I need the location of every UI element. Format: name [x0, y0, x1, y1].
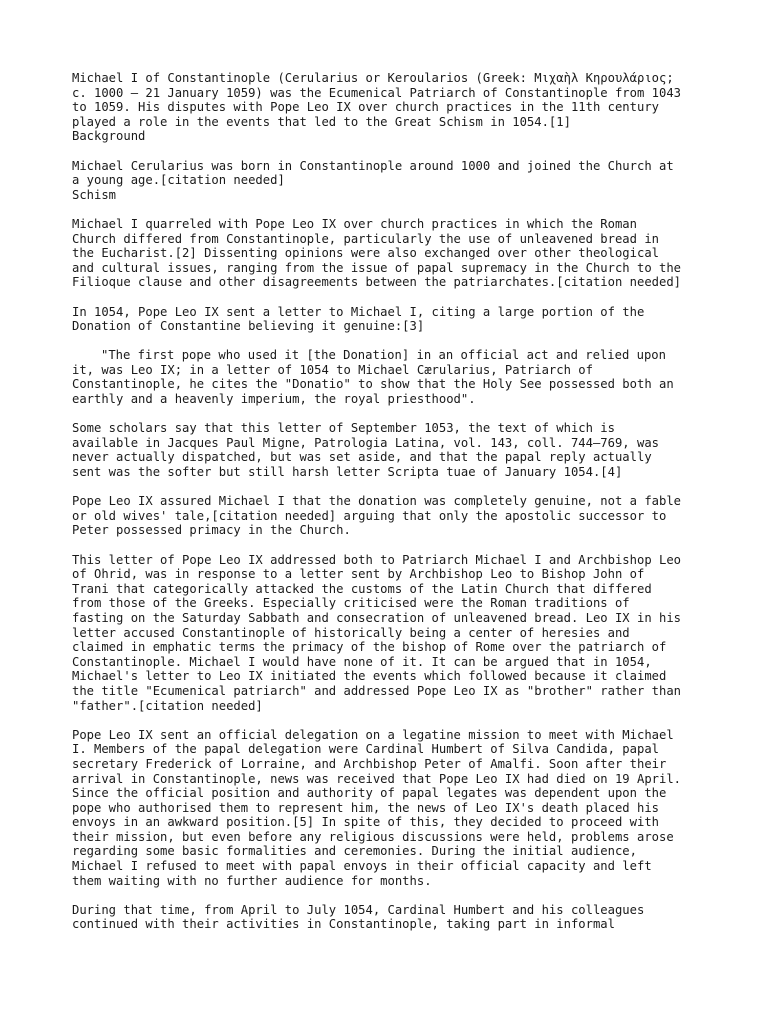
text-line: I. Members of the papal delegation were Cardinal Humbert of Silva Candida, papal	[72, 742, 659, 757]
text-line: a young age.[citation needed]	[72, 173, 285, 188]
document-page	[72, 71, 712, 932]
text-line: secretary Frederick of Lorraine, and Archbishop Peter of Amalfi. Soon after their	[72, 756, 667, 771]
text-line: regarding some basic formalities and ceremonies. During the initial audience,	[72, 844, 637, 859]
block-quote	[72, 348, 712, 406]
text-line: Michael I refused to meet with papal envoys in their official capacity and left	[72, 859, 652, 874]
schism-paragraph-7	[72, 903, 712, 932]
schism-paragraph-2	[72, 305, 712, 334]
schism-paragraph-6	[72, 728, 712, 889]
text-line: of Ohrid, was in response to a letter sent by Archbishop Leo to Bishop John of	[72, 567, 645, 582]
text-line: Church differed from Constantinople, particularly the use of unleavened bread in	[72, 231, 659, 246]
text-line: "father".[citation needed]	[72, 698, 263, 713]
text-line: This letter of Pope Leo IX addressed both to Patriarch Michael I and Archbishop Leo	[72, 552, 682, 567]
text-line: their mission, but even before any religious discussions were held, problems arose	[72, 829, 674, 844]
quote-line: Constantinople, he cites the "Donatio" to show that the Holy See possessed both an	[72, 377, 674, 392]
text-line: Michael's letter to Leo IX initiated the events which followed because it claimed	[72, 669, 667, 684]
background-paragraph	[72, 159, 712, 188]
text-line: claimed in emphatic terms the primacy of the bishop of Rome over the patriarch of	[72, 640, 667, 655]
text-line: from those of the Greeks. Especially criticised were the Roman traditions of	[72, 596, 630, 611]
text-line: c. 1000 – 21 January 1059) was the Ecumenical Patriarch of Constantinople from 1043	[72, 85, 682, 100]
text-line: to 1059. His disputes with Pope Leo IX over church practices in the 11th century	[72, 100, 659, 115]
text-line: Since the official position and authority of papal legates was dependent upon the	[72, 786, 667, 801]
text-line: Pope Leo IX assured Michael I that the donation was completely genuine, not a fable	[72, 494, 682, 509]
quote-line: earthly and a heavenly imperium, the royal priesthood".	[72, 392, 476, 407]
text-line: envoys in an awkward position.[5] In spite of this, they decided to proceed with	[72, 815, 659, 830]
schism-paragraph-5	[72, 553, 712, 714]
section-heading-background: Background	[72, 129, 146, 144]
text-line: available in Jacques Paul Migne, Patrologia Latina, vol. 143, coll. 744–769, was	[72, 435, 659, 450]
text-line: Michael Cerularius was born in Constantinople around 1000 and joined the Church at	[72, 158, 674, 173]
text-line: arrival in Constantinople, news was received that Pope Leo IX had died on 19 April.	[72, 771, 682, 786]
text-line: Some scholars say that this letter of September 1053, the text of which is	[72, 421, 615, 436]
text-line: Michael I of Constantinople (Cerularius or Keroularios (Greek: Μιχαὴλ Κηρουλάριος;	[72, 71, 674, 85]
text-line: letter accused Constantinople of historically being a center of heresies and	[72, 625, 630, 640]
text-line: the title "Ecumenical patriarch" and addressed Pope Leo IX as "brother" rather than	[72, 683, 682, 698]
text-line: or old wives' tale,[citation needed] arguing that only the apostolic successor to	[72, 508, 667, 523]
text-line: In 1054, Pope Leo IX sent a letter to Michael I, citing a large portion of the	[72, 304, 645, 319]
quote-line: it, was Leo IX; in a letter of 1054 to Michael Cærularius, Patriarch of	[72, 362, 593, 377]
schism-paragraph-4	[72, 494, 712, 538]
text-line: Michael I quarreled with Pope Leo IX over church practices in which the Roman	[72, 216, 637, 231]
schism-paragraph-1	[72, 217, 712, 290]
text-line: Donation of Constantine believing it genuine:[3]	[72, 319, 425, 334]
quote-line: "The first pope who used it [the Donation] in an official act and relied upon	[101, 348, 666, 363]
text-line: the Eucharist.[2] Dissenting opinions were also exchanged over other theological	[72, 246, 659, 261]
text-line: Trani that categorically attacked the customs of the Latin Church that differed	[72, 581, 652, 596]
text-line: fasting on the Saturday Sabbath and consecration of unleavened bread. Leo IX in his	[72, 610, 682, 625]
text-line: Constantinople. Michael I would have none of it. It can be argued that in 1054,	[72, 654, 652, 669]
text-line: sent was the softer but still harsh letter Scripta tuae of January 1054.[4]	[72, 465, 623, 480]
text-line: Filioque clause and other disagreements between the patriarchates.[citation needed]	[72, 275, 682, 290]
text-line: continued with their activities in Constantinople, taking part in informal	[72, 917, 615, 932]
text-line: and cultural issues, ranging from the issue of papal supremacy in the Church to the	[72, 260, 682, 275]
text-line: Peter possessed primacy in the Church.	[72, 523, 351, 538]
text-line: them waiting with no further audience for months.	[72, 873, 432, 888]
text-line: never actually dispatched, but was set aside, and that the papal reply actually	[72, 450, 652, 465]
section-heading-schism: Schism	[72, 187, 117, 202]
text-line: pope who authorised them to represent him, the news of Leo IX's death placed his	[72, 800, 659, 815]
schism-paragraph-3	[72, 421, 712, 479]
intro-paragraph	[72, 71, 712, 129]
text-line: Pope Leo IX sent an official delegation on a legatine mission to meet with Michael	[72, 727, 674, 742]
text-line: During that time, from April to July 1054, Cardinal Humbert and his colleagues	[72, 902, 645, 917]
text-line: played a role in the events that led to the Great Schism in 1054.[1]	[72, 114, 571, 129]
